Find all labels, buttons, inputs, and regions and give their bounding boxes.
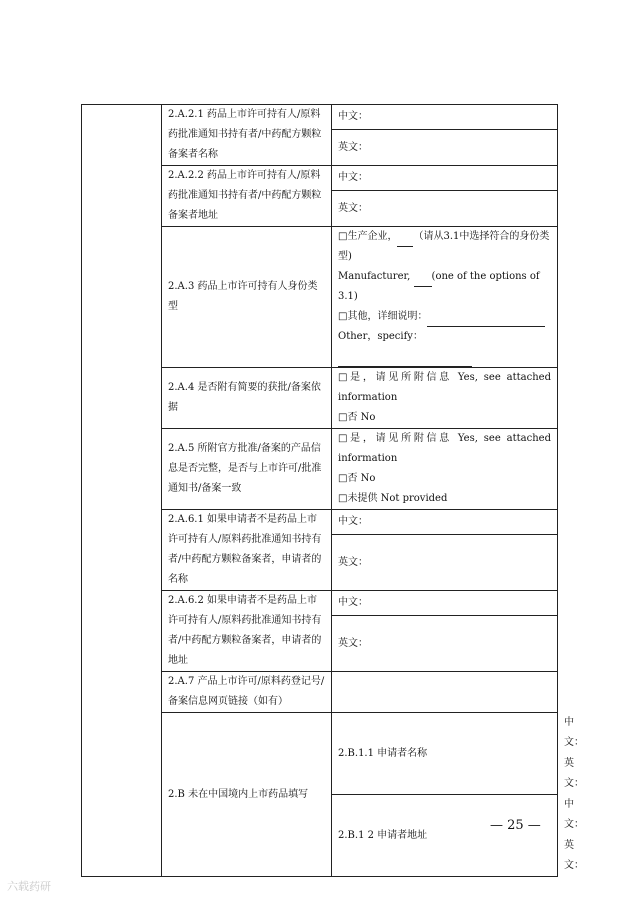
row-label-2b11: 2.B.1.1 申请者名称 — [332, 713, 558, 795]
row-label-2a3: 2.A.3 药品上市许可持有人身份类型 — [162, 227, 332, 368]
row-label-2a7: 2.A.7 产品上市许可/原料药登记号/备案信息网页链接（如有） — [162, 672, 332, 713]
watermark: 六载药研 — [7, 880, 51, 893]
option-2a5-yes[interactable]: □是，请见所附信息 Yes, see attached information — [338, 433, 551, 464]
field-2a22-en[interactable]: 英文： — [332, 191, 558, 227]
option-manufacturer[interactable]: □生产企业， （请从3.1中选择符合的身份类型) — [338, 231, 550, 262]
field-2a62-en[interactable]: 英文： — [332, 616, 558, 672]
application-form-table: 2.A.2.1 药品上市许可持有人/原料药批准通知书持有者/中药配方颗粒备案者名称 中文： 英文： 2.A.2.2 药品上市许可持有人/原料药批准通知书持有者/中药配方颗粒备案者地址 中文： 英文： 2.A.3 药品上市许可持有人身份类型 □生产企业， （请从3.1中选择符合的身份类型) Manufacturer, (one of the options of 3.1) □其他，详细说明： Other，specify： 2.A.4 是否附有简要的获批/备案依据 □是，请见所附信息 Yes, see attached information □否 No 2.A.5 所附官方批准/备案的产品信息是否完整，是否与上市许可/批准通知书/备案一致 □是，请见所附信息 Yes, see attached information □否 No □未提供 Not provided 2.A.6.1 如果申请者不是药品上市许可持有人/原料药批准通知书持有者/中药配方颗粒备案者，申请者的名称 中文： 英文： 2.A.6.2 如果申请者不是药品上市许可持有人/原料药批准通知书持有者/中药配方颗粒备案者，申请者的地址 中文： 英文： 2.A.7 产品上市许可/原料药登记号/备案信息网页链接（如有） 2.B 未在中国境内上市药品填写 2.B.1.1 申请者名称 中文： 英文： 2.B.1 2 申请者地址 中文： 英文： — [81, 104, 558, 877]
row-label-2a4: 2.A.4 是否附有简要的获批/备案依据 — [162, 368, 332, 429]
field-2a61-cn[interactable]: 中文： — [332, 510, 558, 535]
option-other[interactable]: □其他，详细说明： — [338, 307, 551, 327]
row-label-2a62: 2.A.6.2 如果申请者不是药品上市许可持有人/原料药批准通知书持有者/中药配方颗粒备案者，申请者的地址 — [162, 591, 332, 672]
option-manufacturer-en: Manufacturer, (one of the options of 3.1) — [338, 271, 540, 302]
row-label-2a22: 2.A.2.2 药品上市许可持有人/原料药批准通知书持有者/中药配方颗粒备案者地址 — [162, 166, 332, 227]
field-2a4 — [332, 368, 558, 429]
field-2a62-cn[interactable]: 中文： — [332, 591, 558, 616]
row-label-2a21: 2.A.2.1 药品上市许可持有人/原料药批准通知书持有者/中药配方颗粒备案者名称 — [162, 105, 332, 166]
row-label-2b12: 2.B.1 2 申请者地址 — [332, 795, 558, 877]
section-b-label: 2.B 未在中国境内上市药品填写 — [162, 713, 332, 877]
option-other-en: Other，specify： — [338, 327, 551, 367]
row-label-2a61: 2.A.6.1 如果申请者不是药品上市许可持有人/原料药批准通知书持有者/中药配方颗粒备案者，申请者的名称 — [162, 510, 332, 591]
field-2a7[interactable] — [332, 672, 558, 713]
field-2a21-en[interactable]: 英文： — [332, 130, 558, 166]
field-2a21-cn[interactable]: 中文： — [332, 105, 558, 130]
option-2a4-no[interactable]: □否 No — [338, 412, 376, 423]
page-number: — 25 — — [490, 818, 541, 833]
option-2a5-no[interactable]: □否 No — [338, 473, 376, 484]
field-2a3-identity — [332, 227, 558, 368]
row-label-2a5: 2.A.5 所附官方批准/备案的产品信息是否完整，是否与上市许可/批准通知书/备案一致 — [162, 429, 332, 510]
field-2a5 — [332, 429, 558, 510]
section-a-cell — [82, 105, 162, 877]
field-2a22-cn[interactable]: 中文： — [332, 166, 558, 191]
field-2a61-en[interactable]: 英文： — [332, 535, 558, 591]
option-2a4-yes[interactable]: □是，请见所附信息 Yes, see attached information — [338, 372, 551, 403]
option-2a5-not-provided[interactable]: □未提供 Not provided — [338, 493, 448, 504]
